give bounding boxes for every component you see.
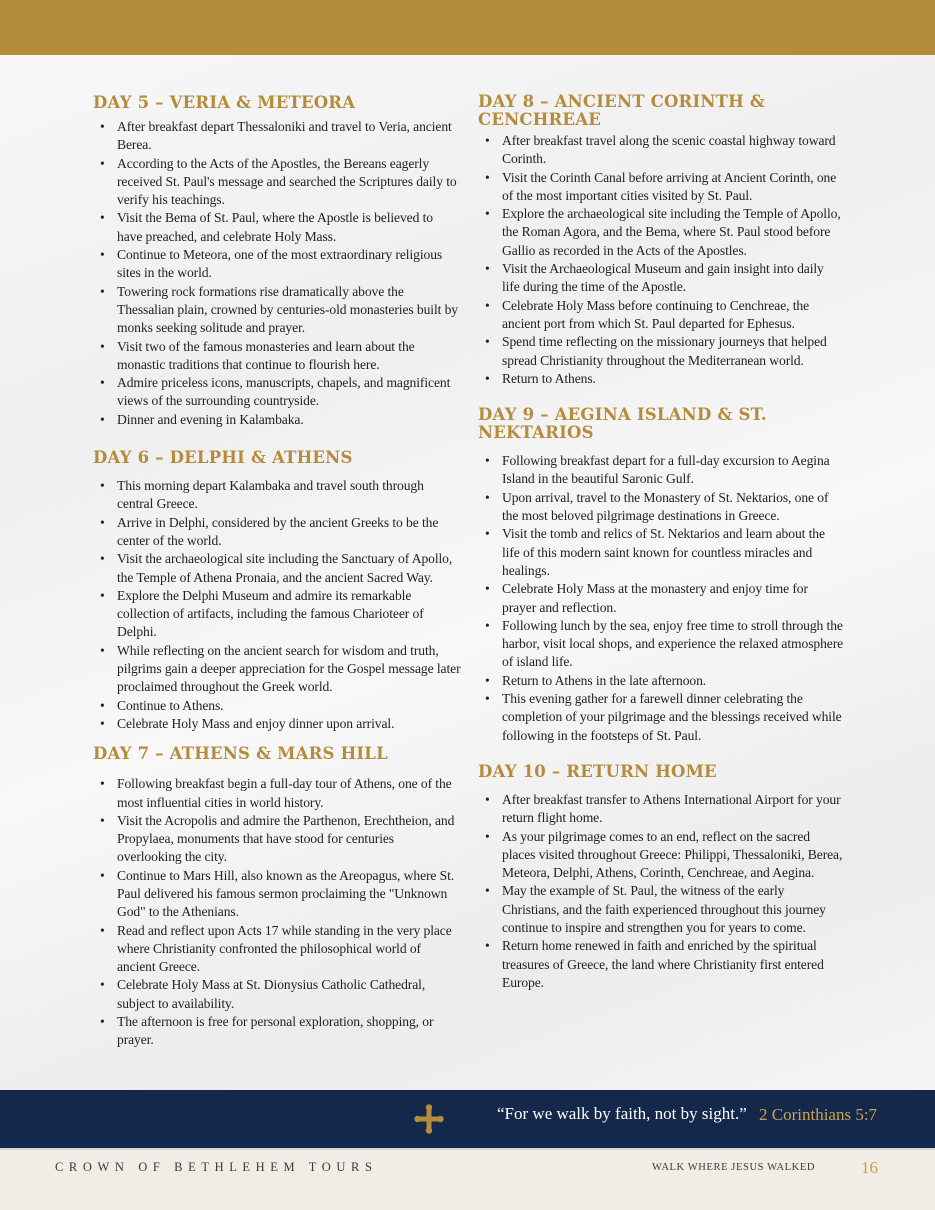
- day-8-section: [478, 93, 844, 388]
- day-5-list: [93, 118, 461, 429]
- list-item: • Following breakfast begin a full-day tour of Athens, one of the most influential cities in world history.: [93, 775, 461, 812]
- list-item: • Celebrate Holy Mass before continuing to Cenchreae, the ancient port from which St. Paul departed for Ephesus.: [478, 297, 844, 334]
- list-item: • Visit the Bema of St. Paul, where the Apostle is believed to have preached, and celebrate Holy Mass.: [93, 209, 461, 246]
- list-item: • Celebrate Holy Mass at the monastery and enjoy time for prayer and reflection.: [478, 580, 844, 617]
- list-item: • This morning depart Kalambaka and travel south through central Greece.: [93, 477, 461, 514]
- day-10-section: [478, 763, 844, 992]
- day-9-list: [478, 452, 844, 745]
- list-item: • The afternoon is free for personal exploration, shopping, or prayer.: [93, 1013, 461, 1050]
- list-item: • According to the Acts of the Apostles, the Bereans eagerly received St. Paul's message and searched the Scriptures daily to verify his teachings.: [93, 155, 461, 210]
- list-item: • Continue to Athens.: [93, 697, 461, 715]
- day-title: DAY 7 – ATHENS & MARS HILL: [93, 744, 388, 764]
- day-7-section: [93, 745, 461, 1049]
- list-item: • Following lunch by the sea, enjoy free time to stroll through the harbor, visit local shops, and experience the relaxed atmosphere of island life.: [478, 617, 844, 672]
- list-item: • Arrive in Delphi, considered by the ancient Greeks to be the center of the world.: [93, 514, 461, 551]
- list-item: • Celebrate Holy Mass and enjoy dinner upon arrival.: [93, 715, 461, 733]
- list-item: • After breakfast travel along the scenic coastal highway toward Corinth.: [478, 132, 844, 169]
- scripture-reference: 2 Corinthians 5:7: [759, 1105, 878, 1124]
- list-item: • Upon arrival, travel to the Monastery of St. Nektarios, one of the most beloved pilgrimage destinations in Greece.: [478, 489, 844, 526]
- list-item: • Explore the archaeological site including the Temple of Apollo, the Roman Agora, and the Bema, where St. Paul stood before Gallio as recorded in the Acts of the Apostles.: [478, 205, 844, 260]
- list-item: • Visit two of the famous monasteries and learn about the monastic traditions that continue to flourish here.: [93, 338, 461, 375]
- list-item: • Following breakfast depart for a full-day excursion to Aegina Island in the beautiful Saronic Gulf.: [478, 452, 844, 489]
- list-item: • Explore the Delphi Museum and admire its remarkable collection of artifacts, including the famous Charioteer of Delphi.: [93, 587, 461, 642]
- itinerary-left-column: [93, 94, 461, 1066]
- list-item: • Visit the Acropolis and admire the Parthenon, Erechtheion, and Propylaea, monuments that have stood for centuries overlooking the city.: [93, 812, 461, 867]
- list-item: • Visit the archaeological site including the Sanctuary of Apollo, the Temple of Athena Pronaia, and the ancient Sacred Way.: [93, 550, 461, 587]
- scripture-quote: “For we walk by faith, not by sight.”: [497, 1104, 747, 1123]
- day-6-list: [93, 477, 461, 733]
- itinerary-right-column: [478, 93, 844, 1008]
- list-item: • Visit the Archaeological Museum and gain insight into daily life during the time of the Apostle.: [478, 260, 844, 297]
- list-item: • Spend time reflecting on the missionary journeys that helped spread Christianity throughout the Mediterranean world.: [478, 333, 844, 370]
- list-item: • Return home renewed in faith and enriched by the spiritual treasures of Greece, the land where Christianity first entered Europe.: [478, 937, 844, 992]
- list-item: • Continue to Mars Hill, also known as the Areopagus, where St. Paul delivered his famous sermon proclaiming the "Unknown God" to the Athenians.: [93, 867, 461, 922]
- list-item: • Admire priceless icons, manuscripts, chapels, and magnificent views of the surrounding countryside.: [93, 374, 461, 411]
- list-item: • Continue to Meteora, one of the most extraordinary religious sites in the world.: [93, 246, 461, 283]
- footer-brand: CROWN OF BETHLEHEM TOURS: [55, 1160, 378, 1174]
- list-item: • While reflecting on the ancient search for wisdom and truth, pilgrims gain a deeper appreciation for the Gospel message later proclaimed throughout the Greek world.: [93, 642, 461, 697]
- day-6-section: [93, 449, 461, 733]
- list-item: • After breakfast depart Thessaloniki and travel to Veria, ancient Berea.: [93, 118, 461, 155]
- day-10-list: [478, 791, 844, 992]
- list-item: • Return to Athens in the late afternoon.: [478, 672, 844, 690]
- list-item: • May the example of St. Paul, the witness of the early Christians, and the faith experienced throughout this journey continue to inspire and strengthen you for years to come.: [478, 882, 844, 937]
- cross-icon: [413, 1103, 445, 1135]
- day-title: DAY 5 – VERIA & METEORA: [93, 93, 356, 112]
- day-title: DAY 8 – ANCIENT CORINTH & CENCHREAE: [478, 92, 765, 129]
- page-footer: [0, 1150, 935, 1210]
- list-item: • Towering rock formations rise dramatically above the Thessalian plain, crowned by centuries-old monasteries built by monks seeking solitude and prayer.: [93, 283, 461, 338]
- day-title: DAY 10 – RETURN HOME: [478, 761, 717, 781]
- day-title: DAY 9 – AEGINA ISLAND & ST. NEKTARIOS: [478, 405, 767, 443]
- list-item: • This evening gather for a farewell dinner celebrating the completion of your pilgrimage and the blessings received while following in the footsteps of St. Paul.: [478, 690, 844, 745]
- list-item: • Celebrate Holy Mass at St. Dionysius Catholic Cathedral, subject to availability.: [93, 976, 461, 1013]
- list-item: • Visit the tomb and relics of St. Nektarios and learn about the life of this modern saint known for countless miracles and healings.: [478, 525, 844, 580]
- day-8-list: [478, 132, 844, 388]
- list-item: • Visit the Corinth Canal before arriving at Ancient Corinth, one of the most important cities visited by St. Paul.: [478, 169, 844, 206]
- day-title: DAY 6 – DELPHI & ATHENS: [93, 448, 353, 468]
- list-item: • Dinner and evening in Kalambaka.: [93, 411, 461, 429]
- day-9-section: [478, 406, 844, 745]
- list-item: • As your pilgrimage comes to an end, reflect on the sacred places visited throughout Greece: Philippi, Thessaloniki, Berea, Meteora, Delphi, Athens, Corinth, Cenchreae, and Aegina.: [478, 828, 844, 883]
- list-item: • Read and reflect upon Acts 17 while standing in the very place where Christianity confronted the philosophical world of ancient Greece.: [93, 922, 461, 977]
- footer-tagline: WALK WHERE JESUS WALKED: [652, 1162, 816, 1173]
- list-item: • After breakfast transfer to Athens International Airport for your return flight home.: [478, 791, 844, 828]
- page-number: 16: [861, 1158, 878, 1177]
- day-7-list: [93, 775, 461, 1049]
- day-5-section: [93, 94, 461, 429]
- list-item: • Return to Athens.: [478, 370, 844, 388]
- header-gold-bar: [0, 0, 935, 55]
